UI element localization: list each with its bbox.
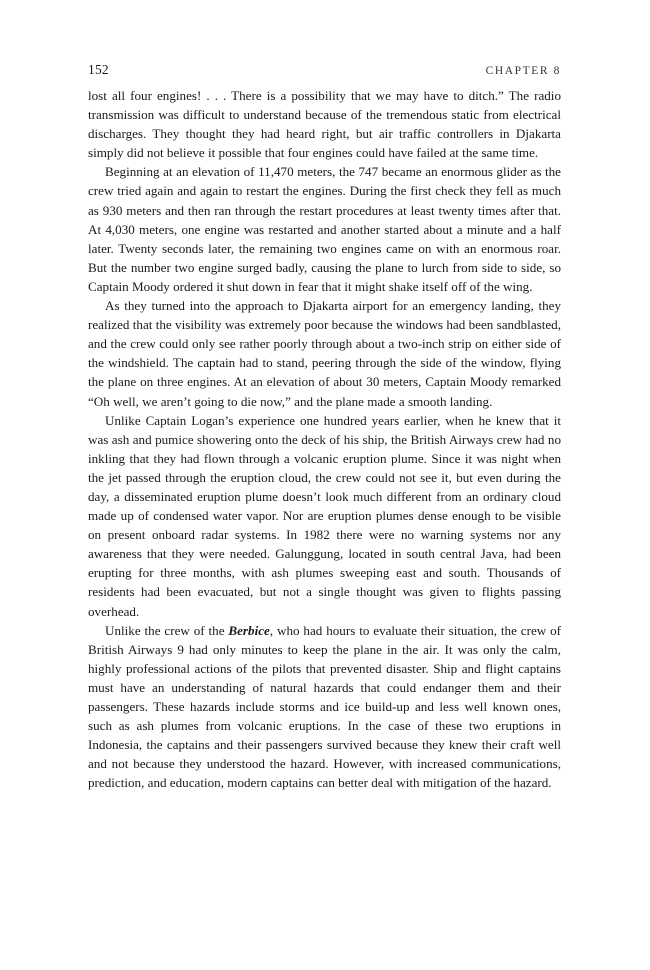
ship-name: Berbice [228,622,270,638]
paragraph [88,621,561,793]
paragraph-text: , who had hours to evaluate their situation, the crew of British Airways 9 had only minutes to keep the plane in the air. It was only the calm, highly professional actions of the pilots that prevented disaster. Ship and flight captains must have an understanding of natural hazards that could endanger them and their passengers. These hazards include storms and ice build-up and less well known ones, such as ash plumes from volcanic eruptions. In the case of these two eruptions in Indonesia, the captains and their passengers survived because they knew their craft well and not because they understood the hazard. However, with increased communications, prediction, and education, modern captains can better deal with mitigation of the hazard. [88,622,561,791]
paragraph-text: Unlike the crew of the [105,622,229,638]
paragraph: As they turned into the approach to Djakarta airport for an emergency landing, they realized that the visibility was extremely poor because the windows had been sandblasted, and the crew could only see rather poorly through about a two-inch strip on either side of the windshield. The captain had to stand, peering through the side of the window, flying the plane on three engines. At an elevation of about 30 meters, Captain Moody remarked “Oh well, we aren’t going to die now,” and the plane made a smooth landing. [88,298,561,409]
running-head [88,62,561,78]
page-number: 152 [88,62,109,77]
chapter-label: CHAPTER 8 [485,65,561,77]
paragraph: Unlike Captain Logan’s experience one hundred years earlier, when he knew that it was ash and pumice showering onto the deck of his ship, the British Airways crew had no inkling that they had flown through a volcanic eruption plume. Since it was night when the jet passed through the eruption cloud, the crew could not see it, but even during the day, a disseminated eruption plume doesn’t look much different from an ordinary cloud made up of condensed water vapor. Nor are eruption plumes dense enough to be visible on present onboard radar systems. In 1982 there were no warning systems nor any awareness that they were needed. Galunggung, located in south central Java, had been erupting for three months, with ash plumes sweeping east and south. Thousands of residents had been evacuated, but not a single thought was given to flights passing overhead. [88,412,561,619]
book-page [88,62,561,792]
body-text [88,86,561,792]
paragraph: lost all four engines! . . . There is a possibility that we may have to ditch.” The radio transmission was difficult to understand because of the tremendous static from electrical discharges. They thought they had heard right, but air traffic controllers in Djakarta simply did not believe it possible that four engines could have failed at the same time. [88,88,561,161]
paragraph: Beginning at an elevation of 11,470 meters, the 747 became an enormous glider as the crew tried again and again to restart the engines. During the first check they fell as much as 930 meters and then ran through the restart procedures at least twenty times after that. At 4,030 meters, one engine was restarted and another started about a minute and a half later. Twenty seconds later, the remaining two engines came on with an enormous roar. But the number two engine surged badly, causing the plane to lurch from side to side, so Captain Moody ordered it shut down in fear that it might shake itself off of the wing. [88,164,561,294]
